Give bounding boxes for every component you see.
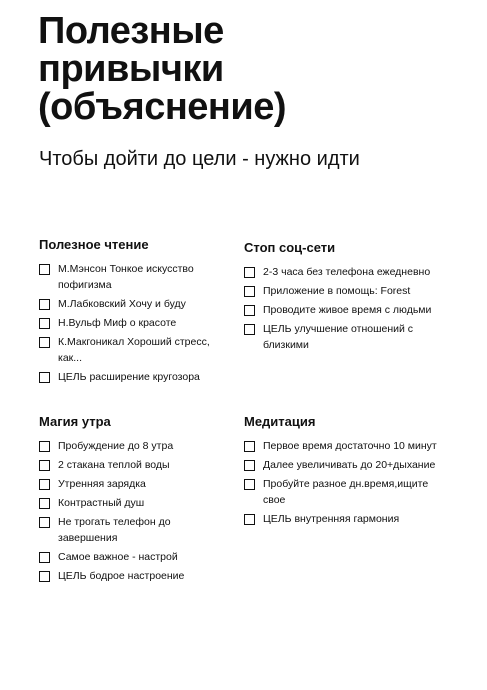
checklist xyxy=(244,439,444,527)
section-useful-reading xyxy=(39,237,229,389)
checkbox[interactable] xyxy=(39,441,50,452)
checklist-item xyxy=(39,297,229,312)
checkbox[interactable] xyxy=(39,552,50,563)
checklist-item xyxy=(39,370,229,385)
checklist xyxy=(244,265,444,353)
checklist-item-label: 2-3 часа без телефона ежедневно xyxy=(263,266,431,278)
checkbox[interactable] xyxy=(244,441,255,452)
checklist-item xyxy=(39,335,229,366)
checkbox[interactable] xyxy=(244,460,255,471)
checklist-item-label: Самое важное - настрой xyxy=(58,551,178,563)
checklist-item-label: К.Макгоникал Хороший стресс, как... xyxy=(58,336,210,364)
checklist-item xyxy=(39,316,229,331)
checklist-item xyxy=(244,439,444,454)
checklist-item-label: Утренняя зарядка xyxy=(58,478,146,490)
checkbox[interactable] xyxy=(39,337,50,348)
checklist-item xyxy=(39,262,229,293)
checkbox[interactable] xyxy=(244,286,255,297)
section-morning-magic xyxy=(39,414,229,588)
section-title: Стоп соц-сети xyxy=(244,240,336,255)
checklist-item-label: Не трогать телефон до завершения xyxy=(58,516,171,544)
checklist-item-label: ЦЕЛЬ улучшение отношений с близкими xyxy=(263,323,414,351)
section-stop-social xyxy=(244,240,444,357)
checklist xyxy=(39,262,229,385)
checklist-item xyxy=(39,439,229,454)
checklist-item-label: Н.Вульф Миф о красоте xyxy=(58,317,177,329)
checklist-item xyxy=(39,550,229,565)
checklist-item-label: ЦЕЛЬ расширение кругозора xyxy=(58,371,200,383)
checkbox[interactable] xyxy=(244,324,255,335)
checklist-item-label: М.Лабковский Хочу и буду xyxy=(58,298,186,310)
checkbox[interactable] xyxy=(244,267,255,278)
checklist-item xyxy=(244,284,444,299)
checklist-item-label: Проводите живое время с людьми xyxy=(263,304,432,316)
checkbox[interactable] xyxy=(39,318,50,329)
checklist-item xyxy=(39,458,229,473)
section-meditation xyxy=(244,414,444,531)
checklist-item-label: М.Мэнсон Тонкое искусство пофигизма xyxy=(58,263,194,291)
checklist-item xyxy=(244,265,444,280)
checkbox[interactable] xyxy=(39,460,50,471)
checklist-item-label: Далее увеличивать до 20+дыхание xyxy=(263,459,436,471)
checklist xyxy=(39,439,229,584)
checkbox[interactable] xyxy=(39,299,50,310)
checklist-item xyxy=(39,569,229,584)
checkbox[interactable] xyxy=(39,498,50,509)
checklist-item-label: Первое время достаточно 10 минут xyxy=(263,440,437,452)
checklist-item-label: 2 стакана теплой воды xyxy=(58,459,170,471)
checkbox[interactable] xyxy=(39,571,50,582)
checklist-item xyxy=(39,515,229,546)
checkbox[interactable] xyxy=(244,514,255,525)
checkbox[interactable] xyxy=(39,264,50,275)
checklist-item-label: ЦЕЛЬ бодрое настроение xyxy=(58,570,185,582)
checklist-item-label: ЦЕЛЬ внутренняя гармония xyxy=(263,513,400,525)
section-title: Магия утра xyxy=(39,414,111,429)
checklist-item xyxy=(244,303,444,318)
checkbox[interactable] xyxy=(39,479,50,490)
checklist-item-label: Пробуждение до 8 утра xyxy=(58,440,174,452)
section-title: Полезное чтение xyxy=(39,237,149,252)
checklist-item-label: Пробуйте разное дн.время,ищите свое xyxy=(263,478,429,506)
checklist-item xyxy=(244,322,444,353)
checkbox[interactable] xyxy=(39,517,50,528)
section-title: Медитация xyxy=(244,414,316,429)
page-title: Полезные привычки (объяснение) xyxy=(38,10,287,128)
checklist-item xyxy=(39,496,229,511)
checklist-item xyxy=(244,512,444,527)
checklist-item xyxy=(244,458,444,473)
checkbox[interactable] xyxy=(244,479,255,490)
checklist-item-label: Приложение в помощь: Forest xyxy=(263,285,411,297)
checkbox[interactable] xyxy=(244,305,255,316)
checklist-item xyxy=(39,477,229,492)
checklist-item-label: Контрастный душ xyxy=(58,497,145,509)
checklist-item xyxy=(244,477,444,508)
page-subtitle: Чтобы дойти до цели - нужно идти xyxy=(39,148,360,170)
checkbox[interactable] xyxy=(39,372,50,383)
